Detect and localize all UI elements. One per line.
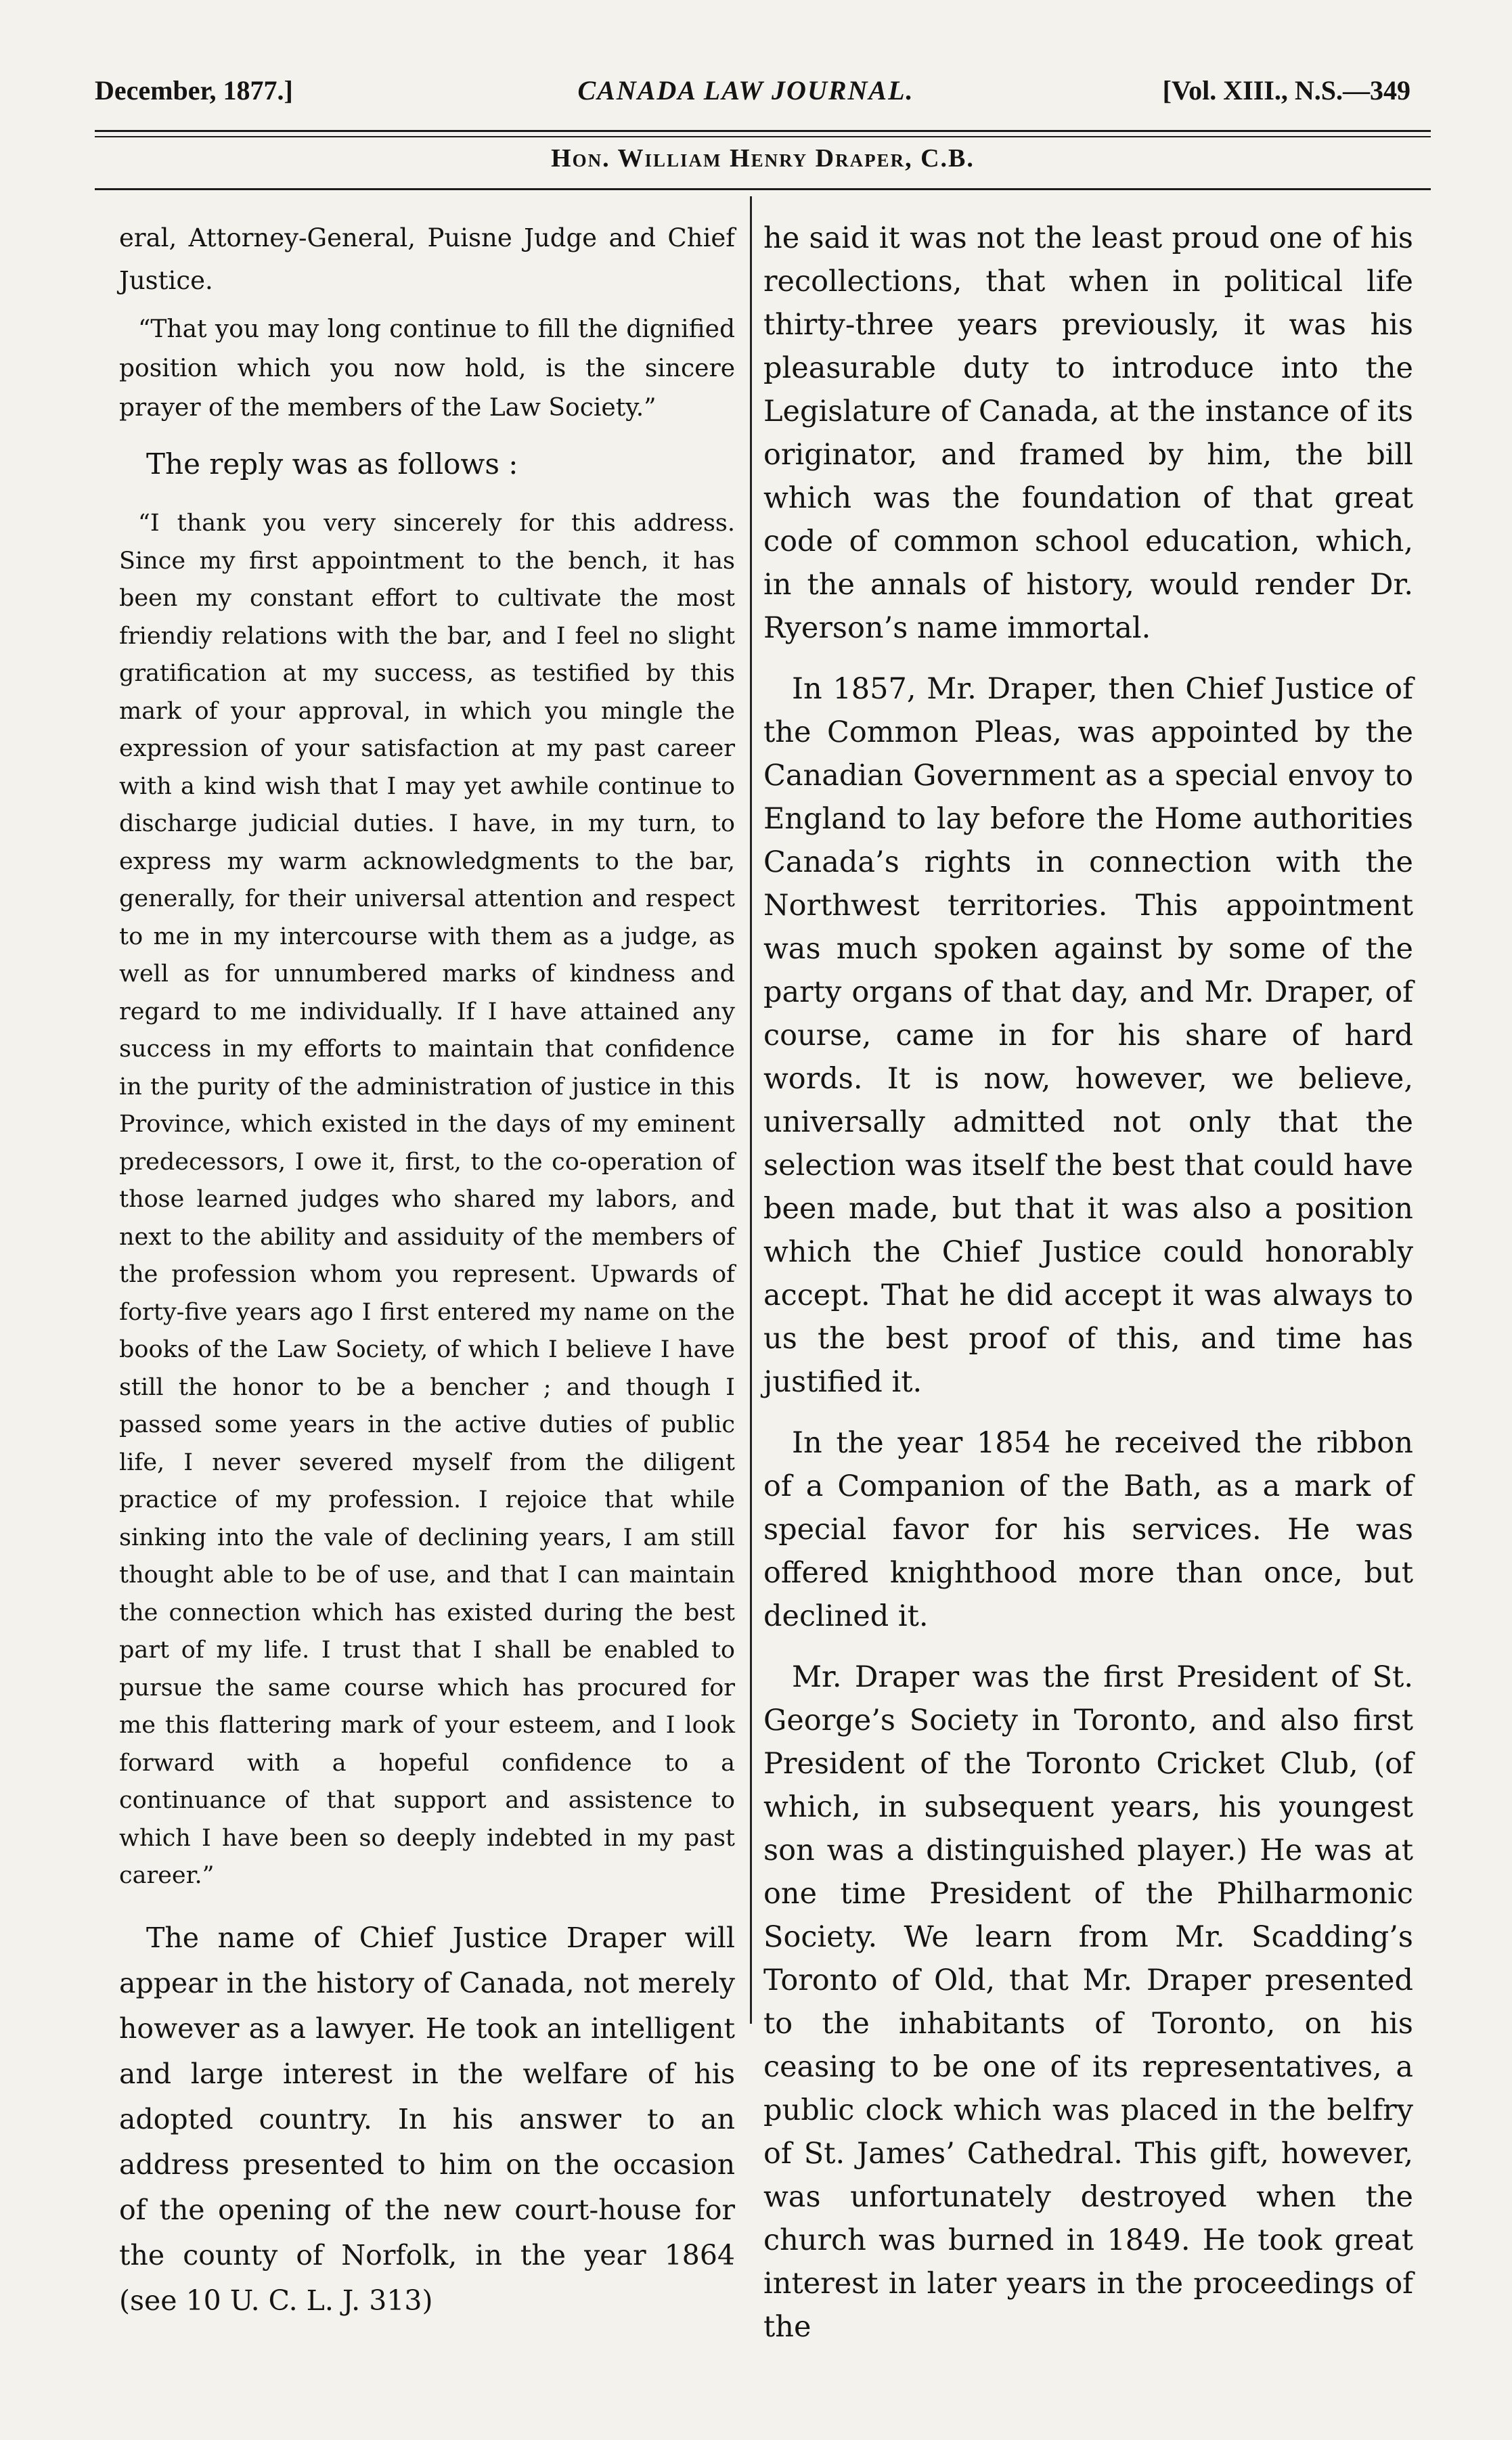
header-rule-top	[95, 130, 1431, 132]
body-paragraph: In the year 1854 he received the ribbon of a Companion of the Bath, as a mark of special favor for his services. He was offered knighthood more than once, but declined it.	[763, 1426, 1413, 1633]
left-column	[119, 217, 735, 2324]
column-divider	[750, 196, 752, 2024]
article-title	[95, 143, 1431, 173]
running-head	[81, 74, 1410, 122]
header-rule-top-second	[95, 136, 1431, 137]
header-rule-bottom	[95, 188, 1431, 190]
resolution-quote: “That you may long continue to fill the dignified position which you now hold, is the sincere prayer of the members of the Law Society.”	[119, 315, 735, 422]
right-column	[763, 217, 1413, 2349]
continued-text: eral, Attorney-General, Puisne Judge and Chief Justice.	[119, 223, 735, 295]
article-title-text: Hon. William Henry Draper, C.B.	[551, 144, 975, 173]
volume-page-number: [Vol. XIII., N.S.—349	[1162, 75, 1410, 106]
reply-intro: The reply was as follows :	[146, 447, 518, 481]
body-paragraph: The name of Chief Justice Draper will appear in the history of Canada, not merely however as a lawyer. He took an intelligent and large interest in the welfare of his adopted country. In his answer to an address presented to him on the occasion of the opening of the new court-house for the county of Norfolk, in the year 1864 (see 10 U. C. L. J. 313)	[119, 1921, 735, 2317]
issue-date: December, 1877.]	[95, 75, 293, 106]
body-paragraph: In 1857, Mr. Draper, then Chief Justice of the Common Pleas, was appointed by the Canadian Government as a special envoy to England to lay before the Home authorities Canada’s rights in connection with the Northwest territories. This appointment was much spoken against by some of the party organs of that day, and Mr. Draper, of course, came in for his share of hard words. It is now, however, we believe, universally admitted not only that the selection was itself the best that could have been made, but that it was also a position which the Chief Justice could honorably accept. That he did accept it was always to us the best proof of this, and time has justified it.	[763, 672, 1413, 1399]
body-paragraph: he said it was not the least proud one of his recollections, that when in political life thirty-three years previously, it was his pleasurable duty to introduce into the Legislature of Canada, at the instance of its originator, and framed by him, the bill which was the foundation of that great code of common school education, which, in the annals of history, would render Dr. Ryerson’s name immortal.	[763, 221, 1413, 645]
reply-quote: “I thank you very sincerely for this address. Since my first appointment to the bench, it has been my constant effort to cultivate the most friendiy relations with the bar, and I feel no slight gratification at my success, as testified by this mark of your approval, in which you mingle the expression of your satisfaction at my past career with a kind wish that I may yet awhile continue to discharge judicial duties. I have, in my turn, to express my warm acknowledgments to the bar, generally, for their universal attention and respect to me in my intercourse with them as a judge, as well as for unnumbered marks of kindness and regard to me individually. If I have attained any success in my efforts to maintain that confidence in the purity of the administration of justice in this Province, which existed in the days of my eminent predecessors, I owe it, first, to the co-operation of those learned judges who shared my labors, and next to the ability and assiduity of the members of the profession whom you represent. Upwards of forty-five years ago I first entered my name on the books of the Law Society, of which I believe I have still the honor to be a bencher ; and though I passed some years in the active duties of public life, I never severed myself from the diligent practice of my profession. I rejoice that while sinking into the vale of declining years, I am still thought able to be of use, and that I can maintain the connection which has existed during the best part of my life. I trust that I shall be enabled to pursue the same course which has procured for me this flattering mark of your esteem, and I look forward with a hopeful confidence to a continuance of that support and assistence to which I have been so deeply indebted in my past career.”	[119, 510, 735, 1889]
body-paragraph: Mr. Draper was the first President of St. George’s Society in Toronto, and also first President of the Toronto Cricket Club, (of which, in subsequent years, his youngest son was a distinguished player.) He was at one time President of the Philharmonic Society. We learn from Mr. Scadding’s Toronto of Old, that Mr. Draper presented to the inhabitants of Toronto, on his ceasing to be one of its representatives, a public clock which was placed in the belfry of St. James’ Cathedral. This gift, however, was unfortunately destroyed when the church was burned in 1849. He took great interest in later years in the proceedings of the	[763, 1660, 1413, 2344]
journal-title: CANADA LAW JOURNAL.	[577, 75, 914, 106]
